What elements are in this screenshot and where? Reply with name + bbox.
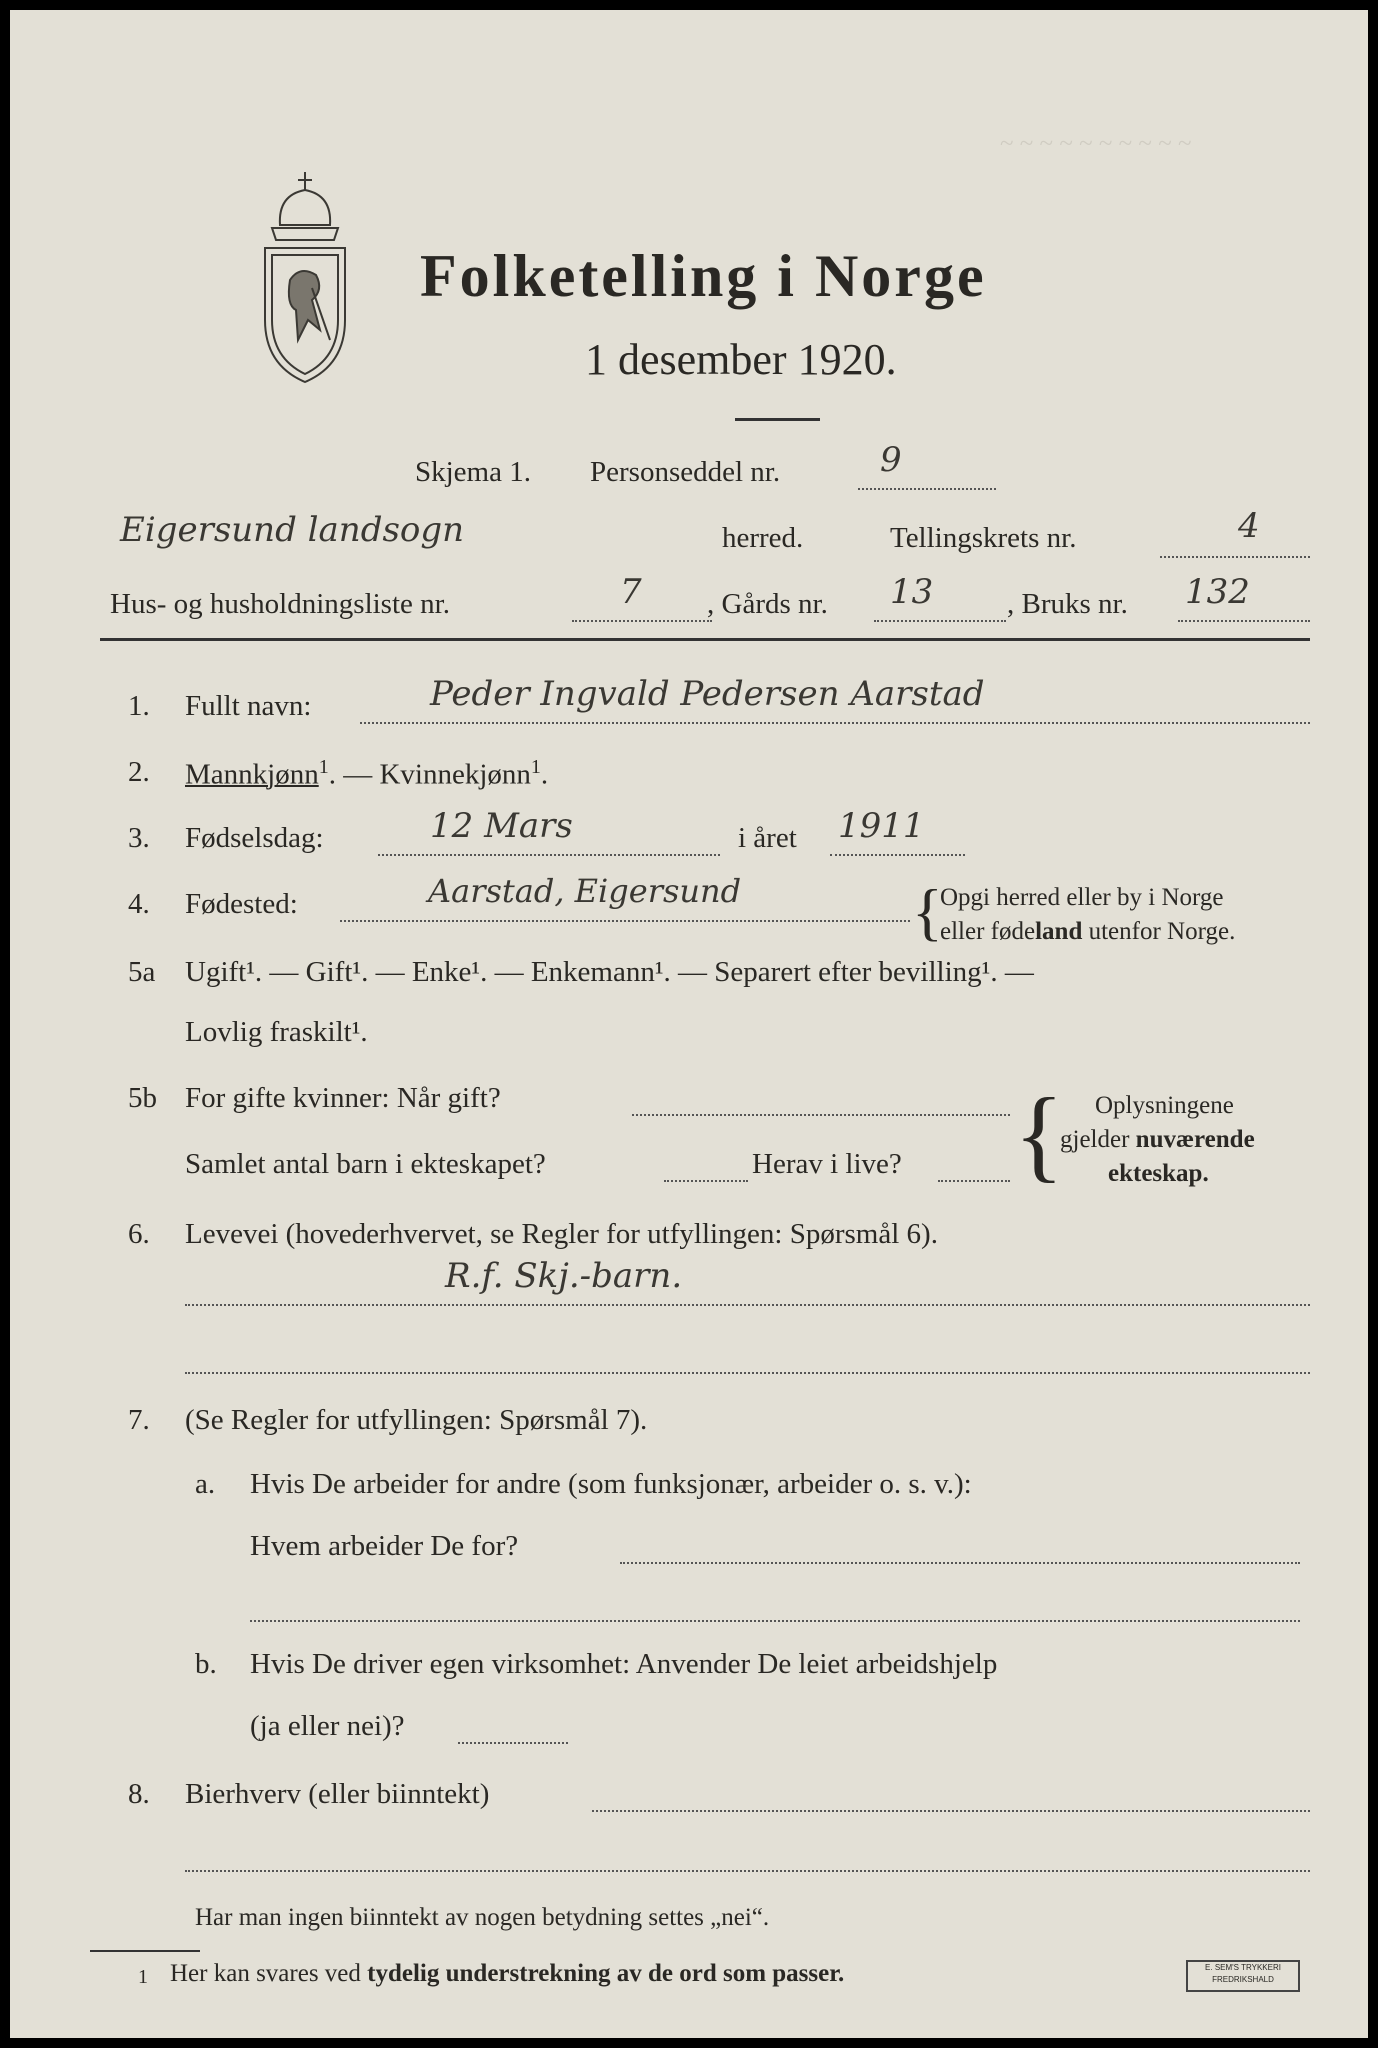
personseddel-dotline	[858, 488, 996, 490]
birthday-value[interactable]: 12 Mars	[430, 806, 573, 846]
q6-number: 6.	[128, 1218, 150, 1250]
header-separator	[100, 638, 1310, 641]
footnote-mark: 1	[138, 1966, 148, 1988]
footnote-text	[170, 1960, 844, 1988]
hus-label: Hus- og husholdningsliste nr.	[110, 588, 450, 620]
q5b-brace: {	[1014, 1077, 1064, 1192]
q2-period: .	[540, 758, 549, 791]
form-title: Folketelling i Norge	[420, 243, 987, 309]
q1-label: Fullt navn:	[185, 690, 312, 722]
gards-label: , Gårds nr.	[707, 588, 828, 620]
herred-label: herred.	[722, 522, 804, 554]
side-income-dotline[interactable]	[592, 1810, 1310, 1812]
footnote-divider	[90, 1950, 200, 1952]
bleed-through-text: ~ ~ ~ ~ ~ ~ ~ ~ ~ ~	[1000, 130, 1192, 157]
q5b-note-line2	[1060, 1126, 1255, 1154]
q4-number: 4.	[128, 888, 150, 920]
q6-dotline-1	[185, 1304, 1310, 1306]
q5a-number: 5a	[128, 956, 156, 988]
printer-stamp: E. SEM'S TRYKKERI FREDRIKSHALD	[1186, 1960, 1300, 1992]
hus-dotline	[572, 620, 712, 622]
hired-help-dotline[interactable]	[458, 1742, 568, 1744]
q7a-line1: Hvis De arbeider for andre (som funksjonær, arbeider o. s. v.):	[250, 1468, 972, 1500]
q8-note: Har man ingen biinntekt av nogen betydning settes „nei“.	[195, 1904, 770, 1931]
birth-year-value[interactable]: 1911	[838, 806, 925, 846]
q5b-number: 5b	[128, 1082, 157, 1114]
q8-number: 8.	[128, 1778, 150, 1810]
employer-dotline-2[interactable]	[250, 1620, 1300, 1622]
q4-note-part-b: land	[1035, 918, 1083, 945]
tellingskrets-label: Tellingskrets nr.	[890, 522, 1077, 554]
q3-number: 3.	[128, 822, 150, 854]
married-when-dotline[interactable]	[632, 1114, 1010, 1116]
norwegian-coat-of-arms-icon	[250, 170, 360, 385]
q3-dotline	[378, 854, 720, 856]
tellingskrets-value[interactable]: 4	[1238, 506, 1260, 546]
q5b-note-part-b: nuværende	[1135, 1126, 1255, 1153]
q7-number: 7.	[128, 1404, 150, 1436]
bruks-dotline	[1178, 620, 1310, 622]
bruks-value[interactable]: 132	[1185, 572, 1250, 612]
q5b-note-line1: Oplysningene	[1095, 1092, 1234, 1119]
q7b-line1: Hvis De driver egen virksomhet: Anvender De leiet arbeidshjelp	[250, 1648, 998, 1680]
footnote-text-a: Her kan svares ved	[170, 1960, 368, 1987]
q7a-line2: Hvem arbeider De for?	[250, 1530, 519, 1562]
q3-year-label: i året	[738, 822, 797, 854]
q6-label: Levevei (hovederhvervet, se Regler for utfyllingen: Spørsmål 6).	[185, 1218, 938, 1250]
q5b-note-line3: ekteskap.	[1108, 1160, 1209, 1187]
personseddel-label: Personseddel nr.	[590, 456, 781, 488]
employer-dotline[interactable]	[620, 1562, 1300, 1564]
q1-dotline	[360, 722, 1310, 724]
q2-number: 2.	[128, 756, 150, 788]
divorced-option[interactable]: Lovlig fraskilt¹.	[185, 1016, 368, 1048]
footnote-text-b: tydelig understrekning av de ord som passer.	[367, 1960, 845, 1987]
q4-note-part-c: utenfor Norge.	[1082, 918, 1236, 945]
hus-value[interactable]: 7	[620, 572, 642, 612]
female-option[interactable]: . — Kvinnekjønn	[328, 758, 531, 791]
schema-label: Skjema 1.	[415, 456, 531, 488]
herred-value[interactable]: Eigersund landsogn	[120, 510, 465, 550]
full-name-value[interactable]: Peder Ingvald Pedersen Aarstad	[430, 674, 985, 714]
q7b-letter: b.	[195, 1648, 217, 1680]
q2-sex-options: Mannkjønn$^1$. — Kvinnekjønn$^1$.	[185, 756, 549, 791]
gards-dotline	[874, 620, 1006, 622]
q4-note-line1: Opgi herred eller by i Norge	[940, 884, 1224, 911]
q4-note-part-a: eller føde	[940, 918, 1036, 945]
birthplace-value[interactable]: Aarstad, Eigersund	[428, 872, 742, 910]
q7b-line2: (ja eller nei)?	[250, 1710, 405, 1742]
q7a-letter: a.	[195, 1468, 216, 1500]
gards-value[interactable]: 13	[890, 572, 934, 612]
q7-label: (Se Regler for utfyllingen: Spørsmål 7).	[185, 1404, 648, 1436]
marital-status-options[interactable]: Ugift¹. — Gift¹. — Enke¹. — Enkemann¹. — Separert efter bevilling¹. —	[185, 956, 1034, 988]
q4-brace: {	[912, 876, 943, 947]
q3-label: Fødselsdag:	[185, 822, 324, 854]
children-total-dotline[interactable]	[664, 1180, 748, 1182]
q4-note-line2	[940, 918, 1235, 946]
tellingskrets-dotline	[1160, 556, 1310, 558]
q6-dotline-2	[185, 1372, 1310, 1374]
q4-dotline	[340, 920, 910, 922]
occupation-value[interactable]: R.f. Skj.-barn.	[445, 1256, 683, 1296]
children-alive-dotline[interactable]	[938, 1180, 1010, 1182]
q1-number: 1.	[128, 690, 150, 722]
q4-label: Fødested:	[185, 888, 298, 920]
title-divider	[735, 418, 820, 421]
census-form-page	[10, 10, 1368, 2038]
bruks-label: , Bruks nr.	[1007, 588, 1128, 620]
q5b-alive-label: Herav i live?	[752, 1148, 902, 1180]
q3-year-dotline	[830, 854, 965, 856]
q8-label: Bierhverv (eller biinntekt)	[185, 1778, 490, 1810]
personseddel-value[interactable]: 9	[880, 440, 902, 480]
q5b-children-label: Samlet antal barn i ekteskapet?	[185, 1148, 546, 1180]
census-date: 1 desember 1920.	[585, 335, 897, 384]
male-option[interactable]: Mannkjønn	[185, 758, 319, 791]
q5b-note-part-a: gjelder	[1060, 1126, 1136, 1153]
side-income-dotline-2[interactable]	[185, 1870, 1310, 1872]
q5b-married-when-label: For gifte kvinner: Når gift?	[185, 1082, 501, 1114]
